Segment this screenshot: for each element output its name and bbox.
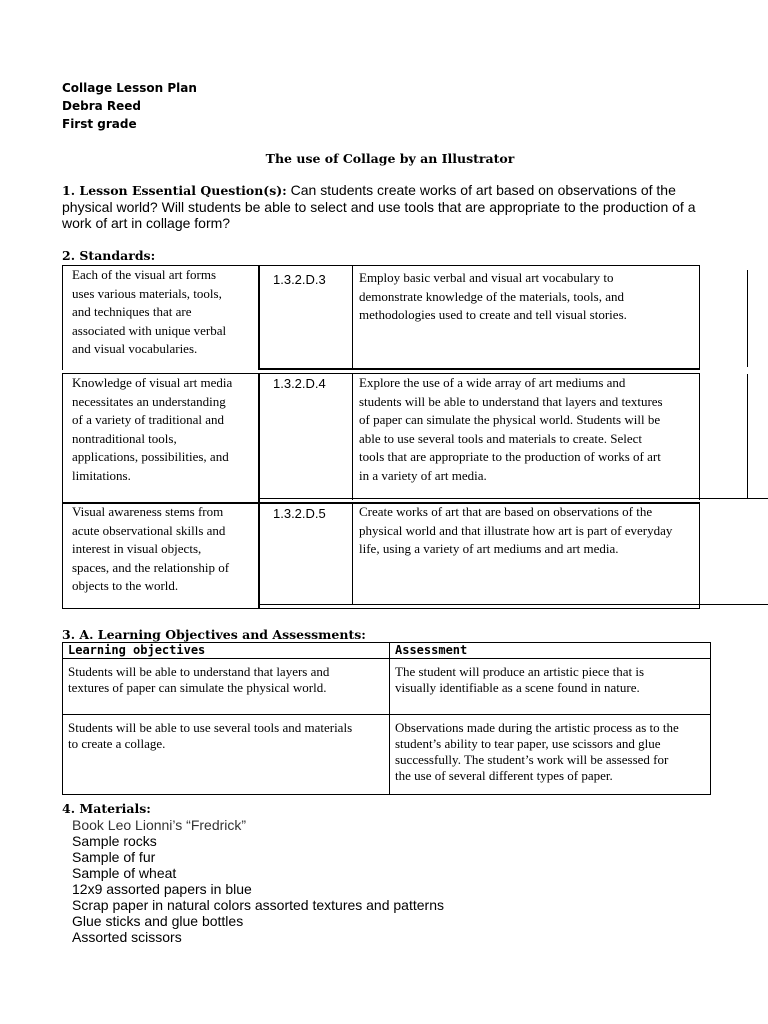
standard-detail-1: Employ basic verbal and visual art vocabulary to demonstrate knowledge of the materials, tools, and methodologies used to create and tell visual stories. bbox=[359, 270, 627, 322]
material-item: Book Leo Lionni’s “Fredrick” bbox=[72, 817, 247, 833]
standard-code-2: 1.3.2.D.4 bbox=[273, 376, 326, 391]
grade-level: First grade bbox=[62, 117, 137, 131]
material-item: Glue sticks and glue bottles bbox=[72, 913, 244, 929]
objective-1: Students will be able to understand that layers and textures of paper can simulate the physical world. bbox=[68, 664, 330, 695]
standard-description-1: Each of the visual art forms uses various materials, tools, and techniques that are associated with unique verbal and visual vocabularies. bbox=[72, 267, 227, 356]
assessment-1: The student will produce an artistic piece that is visually identifiable as a scene found in nature. bbox=[395, 664, 645, 695]
standard-description-3: Visual awareness stems from acute observational skills and interest in visual objects, spaces, and the relationship of objects to the world. bbox=[72, 504, 230, 593]
materials-heading: 4. Materials: bbox=[62, 801, 151, 816]
objective-2: Students will be able to use several tools and materials to create a collage. bbox=[68, 720, 353, 751]
assessment-2: Observations made during the artistic process as to the student’s ability to tear paper, use scissors and glue successfully. The student’s work will be assessed for the use of several different types of paper. bbox=[395, 720, 679, 783]
assessment-column-header: Assessment bbox=[395, 643, 468, 657]
standard-detail-3: Create works of art that are based on observations of the physical world and that illustrate how art is part of everyday life, using a variety of art mediums and art media. bbox=[359, 504, 673, 556]
author-name: Debra Reed bbox=[62, 99, 141, 113]
standards-heading: 2. Standards: bbox=[62, 248, 156, 263]
essential-question-line2: physical world? Will students be able to select and use tools that are appropriate to the production of a bbox=[62, 199, 696, 215]
essential-question-line1 bbox=[62, 182, 712, 199]
objectives-heading: 3. A. Learning Objectives and Assessments: bbox=[62, 627, 366, 642]
material-item: Scrap paper in natural colors assorted textures and patterns bbox=[72, 897, 444, 913]
essential-question-line3: work of art in collage form? bbox=[62, 215, 231, 231]
document-title: Collage Lesson Plan bbox=[62, 81, 197, 95]
essential-question-block bbox=[62, 182, 712, 231]
standard-description-2: Knowledge of visual art media necessitates an understanding of a variety of traditional and nontraditional tools, applications, possibilities, and limitations. bbox=[72, 375, 233, 483]
objectives-column-header: Learning objectives bbox=[68, 643, 206, 657]
standard-detail-2: Explore the use of a wide array of art mediums and students will be able to understand that layers and textures of paper can simulate the physical world. Students will be able to use several tools and materials to create. Select tools that are appropriate to the production of works of art in a variety of art media. bbox=[359, 375, 663, 483]
material-item: Assorted scissors bbox=[72, 929, 182, 945]
material-item: Sample of wheat bbox=[72, 865, 177, 881]
material-item: 12x9 assorted papers in blue bbox=[72, 881, 252, 897]
material-item: Sample rocks bbox=[72, 833, 157, 849]
essential-question-label: 1. Lesson Essential Question(s): bbox=[62, 183, 287, 198]
lesson-title: The use of Collage by an Illustrator bbox=[265, 151, 515, 166]
standard-code-1: 1.3.2.D.3 bbox=[273, 272, 326, 287]
material-item: Sample of fur bbox=[72, 849, 156, 865]
standard-code-3: 1.3.2.D.5 bbox=[273, 506, 326, 521]
essential-question-text: Can students create works of art based on observations of the bbox=[286, 182, 676, 198]
